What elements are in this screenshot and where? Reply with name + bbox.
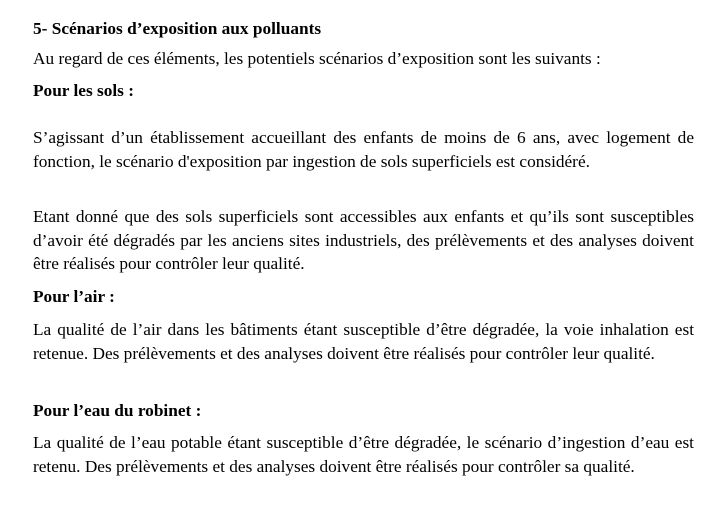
subsection-heading-air: Pour l’air : — [33, 287, 115, 306]
tap-water-paragraph: La qualité de l’eau potable étant susceptible d’être dégradée, le scénario d’ingestion d’eau est retenu. Des prélèvements et des analyses doivent être réalisés pour contrôler sa qualité. — [33, 433, 694, 476]
intro-paragraph: Au regard de ces éléments, les potentiels scénarios d’exposition sont les suivants : — [33, 49, 601, 68]
subsection-heading-soils: Pour les sols : — [33, 81, 134, 100]
section-title: 5- Scénarios d’exposition aux polluants — [33, 19, 322, 38]
subsection-heading-tap-water: Pour l’eau du robinet : — [33, 401, 202, 420]
soils-paragraph-2: Etant donné que des sols superficiels sont accessibles aux enfants et qu’ils sont susceptibles d’avoir été dégradés par les anciens sites industriels, des prélèvements et des analyses doivent être réalisés pour contrôler leur qualité. — [33, 207, 694, 273]
soils-paragraph-1: S’agissant d’un établissement accueillant des enfants de moins de 6 ans, avec logement de fonction, le scénario d'exposition par ingestion de sols superficiels est considéré. — [33, 128, 694, 171]
air-paragraph: La qualité de l’air dans les bâtiments étant susceptible d’être dégradée, la voie inhalation est retenue. Des prélèvements et des analyses doivent être réalisés pour contrôler leur qualité. — [33, 320, 694, 363]
